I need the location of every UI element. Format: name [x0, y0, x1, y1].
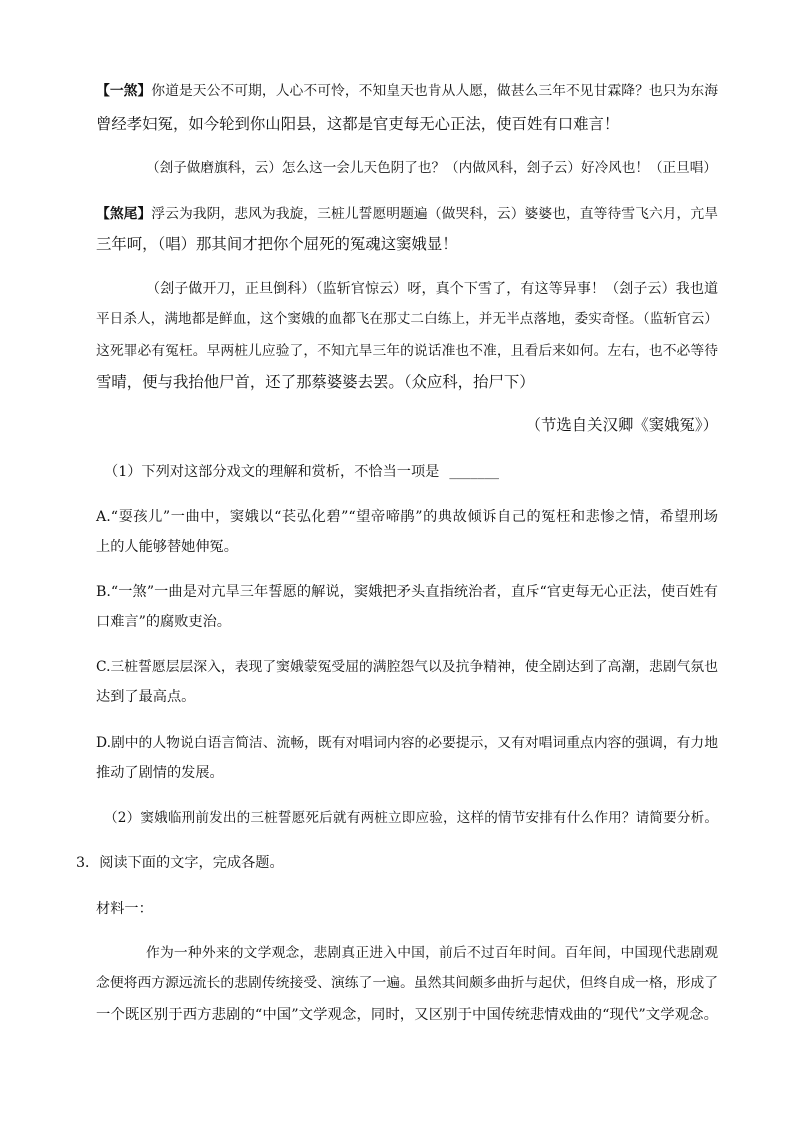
- stage-direction-2-line-1: （刽子做开刀，正旦倒科）（监斩官惊云）呀，真个下雪了，有这等异事！（刽子云）我也道: [146, 281, 718, 297]
- material-1-line-1: 作为一种外来的文学观念，悲剧真正进入中国，前后不过百年时间。百年间，中国现代悲剧观: [146, 945, 718, 961]
- option-c-line-2: 达到了最高点。: [96, 689, 196, 705]
- option-b-line-1: B.“一煞”一曲是对亢旱三年誓愿的解说，窦娥把矛头直指统治者，直斥“官吏每无心正法，使百姓有: [96, 584, 718, 600]
- material-1-label: 材料一：: [96, 901, 153, 917]
- question-2: （2）窦娥临刑前发出的三桩誓愿死后就有两桩立即应验，这样的情节安排有什么作用？请简要分析。: [104, 810, 718, 826]
- stage-direction-1: （刽子做磨旗科，云）怎么这一会儿天色阴了也？（内做风科，刽子云）好冷风也！（正旦唱）: [146, 160, 717, 176]
- stage-direction-2-line-2: 平日杀人，满地都是鲜血，这个窦娥的血都飞在那丈二白练上，并无半点落地，委实奇怪。（监斩官云）: [96, 311, 718, 327]
- passage-yisha-line-1: [96, 80, 718, 102]
- option-a-line-1: A.“耍孩儿”一曲中，窦娥以“苌弘化碧”“望帝啼鹃”的典故倾诉自己的冤枉和悲惨之情，希望刑场: [96, 509, 718, 525]
- option-d-line-2: 推动了剧情的发展。: [96, 765, 224, 781]
- question-1-stem: [104, 461, 718, 483]
- stage-direction-2-line-4: 雪晴，便与我抬他尸首，还了那蔡婆婆去罢。（众应科，抬尸下）: [96, 373, 535, 391]
- material-1-line-2: 念便将西方源远流长的悲剧传统接受、演练了一遍。虽然其间颇多曲折与起伏，但终自成一格，形成了: [96, 975, 718, 991]
- aria-label-shawei: 【煞尾】: [96, 206, 152, 222]
- passage-shawei-line-2: 三年呵，（唱）那其间才把你个屈死的冤魂这窦娥显！: [96, 235, 458, 253]
- option-b-line-2: 口难言”的腐败吏治。: [96, 614, 231, 630]
- passage-shawei-line-1: [96, 203, 718, 225]
- stage-direction-2-line-3: 这死罪必有冤枉。早两桩儿应验了，不知亢旱三年的说话准也不准，且看后来如何。左右，也不必等待: [96, 343, 718, 359]
- passage-source: （节选自关汉卿《窦娥冤》）: [525, 416, 718, 434]
- answer-blank: _______: [449, 464, 499, 480]
- section-3-heading: 3．阅读下面的文字，完成各题。: [76, 855, 284, 871]
- aria-text: 浮云为我阴，悲风为我旋，三桩儿誓愿明题遍（做哭科，云）婆婆也，直等待雪飞六月，亢旱: [151, 206, 719, 222]
- question-1-text: （1）下列对这部分戏文的理解和赏析，不恰当一项是: [104, 464, 440, 480]
- option-d-line-1: D.剧中的人物说白语言简洁、流畅，既有对唱词内容的必要提示，又有对唱词重点内容的强调，有力地: [96, 735, 719, 751]
- option-c-line-1: C.三桩誓愿层层深入，表现了窦娥蒙冤受屈的满腔怨气以及抗争精神，使全剧达到了高潮，悲剧气氛也: [96, 659, 718, 675]
- material-1-line-3: 一个既区别于西方悲剧的“中国”文学观念，同时，又区别于中国传统悲情戏曲的“现代”文学观念。: [96, 1007, 718, 1023]
- passage-yisha-line-2: 曾经孝妇冤，如今轮到你山阳县，这都是官吏每无心正法，使百姓有口难言！: [96, 115, 620, 133]
- aria-label-yisha: 【一煞】: [96, 83, 152, 99]
- aria-text: 你道是天公不可期，人心不可怜，不知皇天也肯从人愿，做甚么三年不见甘霖降？也只为东海: [151, 83, 719, 99]
- option-a-line-2: 上的人能够替她伸冤。: [96, 539, 238, 555]
